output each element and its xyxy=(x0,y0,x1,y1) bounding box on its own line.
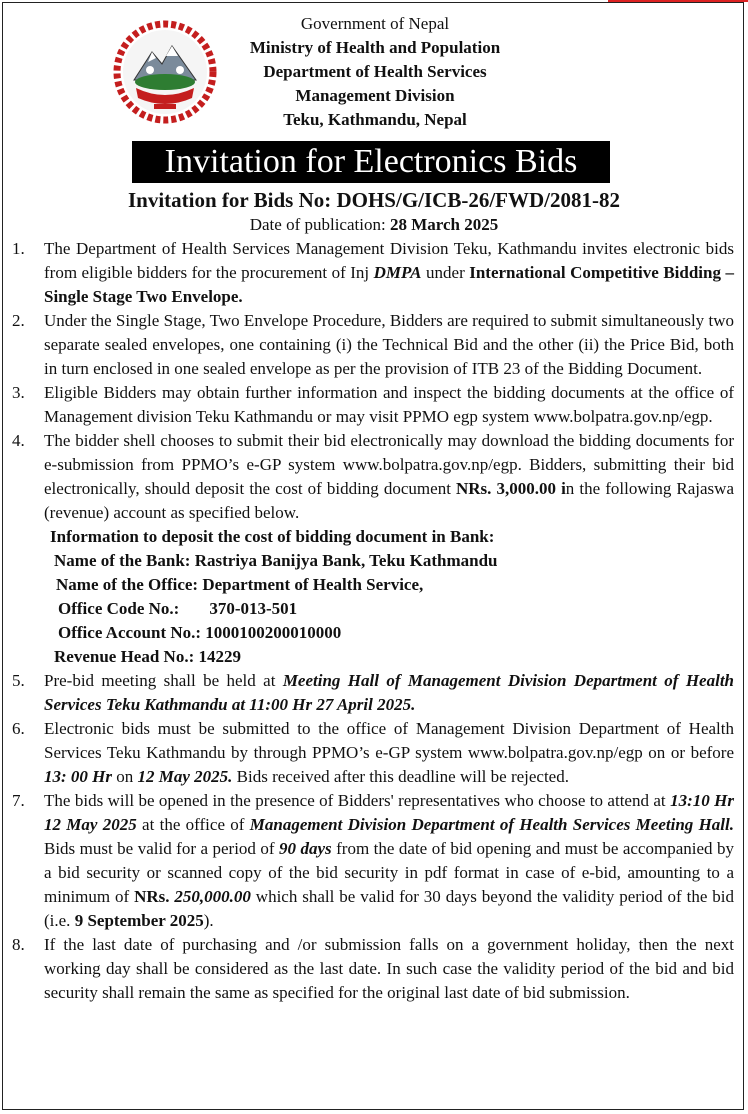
item-bold: NRs. 3,000.00 i xyxy=(456,479,566,498)
item-number: 8. xyxy=(12,935,25,954)
notice-item-2 xyxy=(12,309,734,381)
item-text: under xyxy=(421,263,470,282)
item-text: at the office of xyxy=(136,815,250,834)
office-name: Name of the Office: Department of Health Service, xyxy=(56,575,424,594)
item-number: 6. xyxy=(12,719,25,738)
bank-deposit-info xyxy=(12,525,734,669)
bid-number: Invitation for Bids No: DOHS/G/ICB-26/FWD/2081-82 xyxy=(128,188,620,212)
item-emphasis: 12 May 2025. xyxy=(137,767,233,786)
item-text: Bids received after this deadline will be rejected. xyxy=(232,767,569,786)
item-text: n the following Rajaswa (revenue) account as specified below. xyxy=(44,479,734,522)
item-emphasis: DMPA xyxy=(373,263,422,282)
item-number: 4. xyxy=(12,431,25,450)
office-code-label: Office Code No.: xyxy=(58,599,180,618)
item-text: If the last date of purchasing and /or submission falls on a government holiday, then the next working day shall be considered as the last date. In such case the validity period of the bid and bid security shall remain the same as specified for the original last date of bid submission. xyxy=(44,935,734,1002)
item-emphasis: 250,000.00 xyxy=(169,887,251,906)
item-text: which shall be valid for 30 days beyond the validity period of the bid (i.e. xyxy=(44,887,734,930)
item-emphasis: 13: 00 Hr xyxy=(44,767,112,786)
item-text: Under the Single Stage, Two Envelope Procedure, Bidders are required to submit simultaneously two separate sealed envelopes, one containing (i) the Technical Bid and the other (ii) the Price Bid, both in turn enclosed in one sealed envelope as per the provision of ITB 23 of the Bidding Document. xyxy=(44,311,734,378)
item-number: 3. xyxy=(12,383,25,402)
bank-info-heading: Information to deposit the cost of bidding document in Bank: xyxy=(50,527,495,546)
bank-name: Name of the Bank: Rastriya Banijya Bank, Teku Kathmandu xyxy=(54,551,498,570)
item-text: The bids will be opened in the presence of Bidders' representatives who choose to attend at xyxy=(44,791,671,810)
item-text: Bids must be valid for a period of xyxy=(44,839,280,858)
division-name: Management Division xyxy=(295,86,455,105)
notice-item-3 xyxy=(12,381,734,429)
item-bold: International Competitive Bidding – Single Stage Two Envelope. xyxy=(44,263,734,306)
issuer-address: Teku, Kathmandu, Nepal xyxy=(283,110,467,129)
issuer-header xyxy=(150,12,600,132)
item-number: 7. xyxy=(12,791,25,810)
item-number: 5. xyxy=(12,671,25,690)
item-text: Electronic bids must be submitted to the office of Management Division Department of Health Services Teku Kathmandu by through PPMO’s e-GP system www.bolpatra.gov.np/egp on or before xyxy=(44,719,734,762)
revenue-head: Revenue Head No.: 14229 xyxy=(54,647,241,666)
notice-items xyxy=(12,237,734,1005)
item-number: 1. xyxy=(12,239,25,258)
item-text: Eligible Bidders may obtain further information and inspect the bidding documents at the office of Management division Teku Kathmandu or may visit PPMO egp system www.bolpatra.gov.np/egp. xyxy=(44,383,734,426)
office-account: Office Account No.: 1000100200010000 xyxy=(58,623,342,642)
office-code xyxy=(50,597,734,621)
publication-label: Date of publication: xyxy=(249,215,386,234)
government-name: Government of Nepal xyxy=(300,14,450,33)
notice-item-5 xyxy=(12,669,734,717)
department-name: Department of Health Services xyxy=(263,62,487,81)
item-text: The bidder shell chooses to submit their bid electronically may download the bidding documents for e-submission from PPMO’s e-GP system www.bolpatra.gov.np/egp. Bidders, submitting their bid electronically, should deposit the cost of bidding document xyxy=(44,431,734,498)
item-text: from the date of bid opening and must be accompanied by a bid security or scanned copy of the bid security in pdf format in case of e-bid, amounting to a minimum of xyxy=(44,839,734,906)
notice-item-8 xyxy=(12,933,734,1005)
item-number: 2. xyxy=(12,311,25,330)
item-text: Pre-bid meeting shall be held at xyxy=(44,671,283,690)
notice-item-4 xyxy=(12,429,734,525)
publication-date-value: 28 March 2025 xyxy=(389,215,499,234)
item-bold: 9 September 2025 xyxy=(74,911,204,930)
office-code-value: 370-013-501 xyxy=(209,599,298,618)
notice-title-banner: Invitation for Electronics Bids xyxy=(132,141,610,183)
item-text: ). xyxy=(203,911,214,930)
item-bold: NRs. xyxy=(134,887,170,906)
notice-item-6 xyxy=(12,717,734,789)
item-emphasis: 13:10 Hr 12 May 2025 xyxy=(44,791,734,834)
item-text: The Department of Health Services Management Division Teku, Kathmandu invites electronic bids from eligible bidders for the procurement of Inj xyxy=(44,239,734,282)
item-emphasis: Management Division Department of Health Services Meeting Hall. xyxy=(249,815,734,834)
publication-date xyxy=(0,214,748,236)
notice-item-1 xyxy=(12,237,734,309)
notice-item-7 xyxy=(12,789,734,933)
item-emphasis: Meeting Hall of Management Division Department of Health Services Teku Kathmandu at 11:00 Hr 27 April 2025. xyxy=(44,671,735,714)
ministry-name: Ministry of Health and Population xyxy=(249,38,501,57)
item-emphasis: 90 days xyxy=(279,839,332,858)
item-text: on xyxy=(112,767,138,786)
